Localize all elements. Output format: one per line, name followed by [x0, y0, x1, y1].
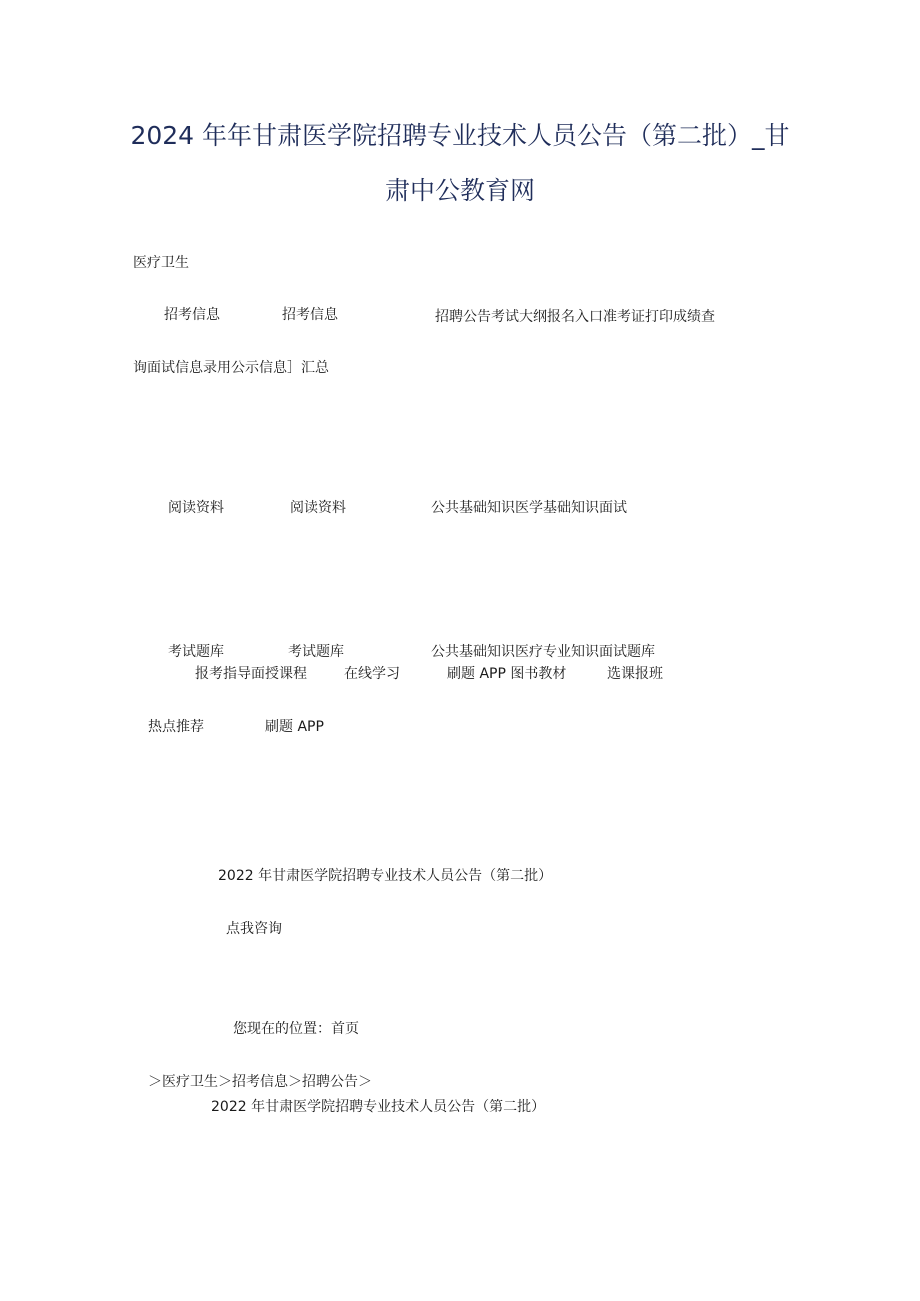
article-title: 2022 年甘肃医学院招聘专业技术人员公告（第二批） [218, 868, 553, 884]
nav-app[interactable]: 刷题 APP [265, 719, 324, 735]
category-label[interactable]: 医疗卫生 [133, 255, 189, 271]
consult-button[interactable]: 点我咨询 [226, 921, 282, 937]
nav-zhaokao-links[interactable]: 招聘公告考试大纲报名入口准考证打印成绩查 [435, 309, 715, 325]
nav-zhaokao-links-cont[interactable]: 询面试信息录用公示信息］汇总 [133, 360, 329, 376]
page-title: 2024 年年甘肃医学院招聘专业技术人员公告（第二批）_甘肃中公教育网 [130, 121, 790, 205]
nav-hot-recommend[interactable]: 热点推荐 [148, 719, 204, 735]
nav-reading-links[interactable]: 公共基础知识医学基础知识面试 [431, 500, 627, 516]
location-label: 您现在的位置：首页 [233, 1021, 359, 1037]
nav-app-books[interactable]: 刷题 APP 图书教材 [447, 666, 567, 682]
nav-reading-materials-2[interactable]: 阅读资料 [290, 500, 346, 516]
nav-reading-materials[interactable]: 阅读资料 [168, 500, 224, 516]
nav-select-course[interactable]: 选课报班 [607, 666, 663, 682]
breadcrumb-current: 2022 年甘肃医学院招聘专业技术人员公告（第二批） [211, 1099, 546, 1115]
nav-question-bank-links[interactable]: 公共基础知识医疗专业知识面试题库 [431, 644, 655, 660]
nav-zhaokao-info[interactable]: 招考信息 [164, 307, 220, 323]
nav-online-study[interactable]: 在线学习 [344, 666, 400, 682]
nav-zhaokao-info-2[interactable]: 招考信息 [282, 307, 338, 323]
nav-guide-courses[interactable]: 报考指导面授课程 [195, 666, 307, 682]
nav-question-bank-2[interactable]: 考试题库 [288, 644, 344, 660]
breadcrumb[interactable]: ＞医疗卫生＞招考信息＞招聘公告＞ [148, 1074, 372, 1090]
nav-question-bank[interactable]: 考试题库 [168, 644, 224, 660]
